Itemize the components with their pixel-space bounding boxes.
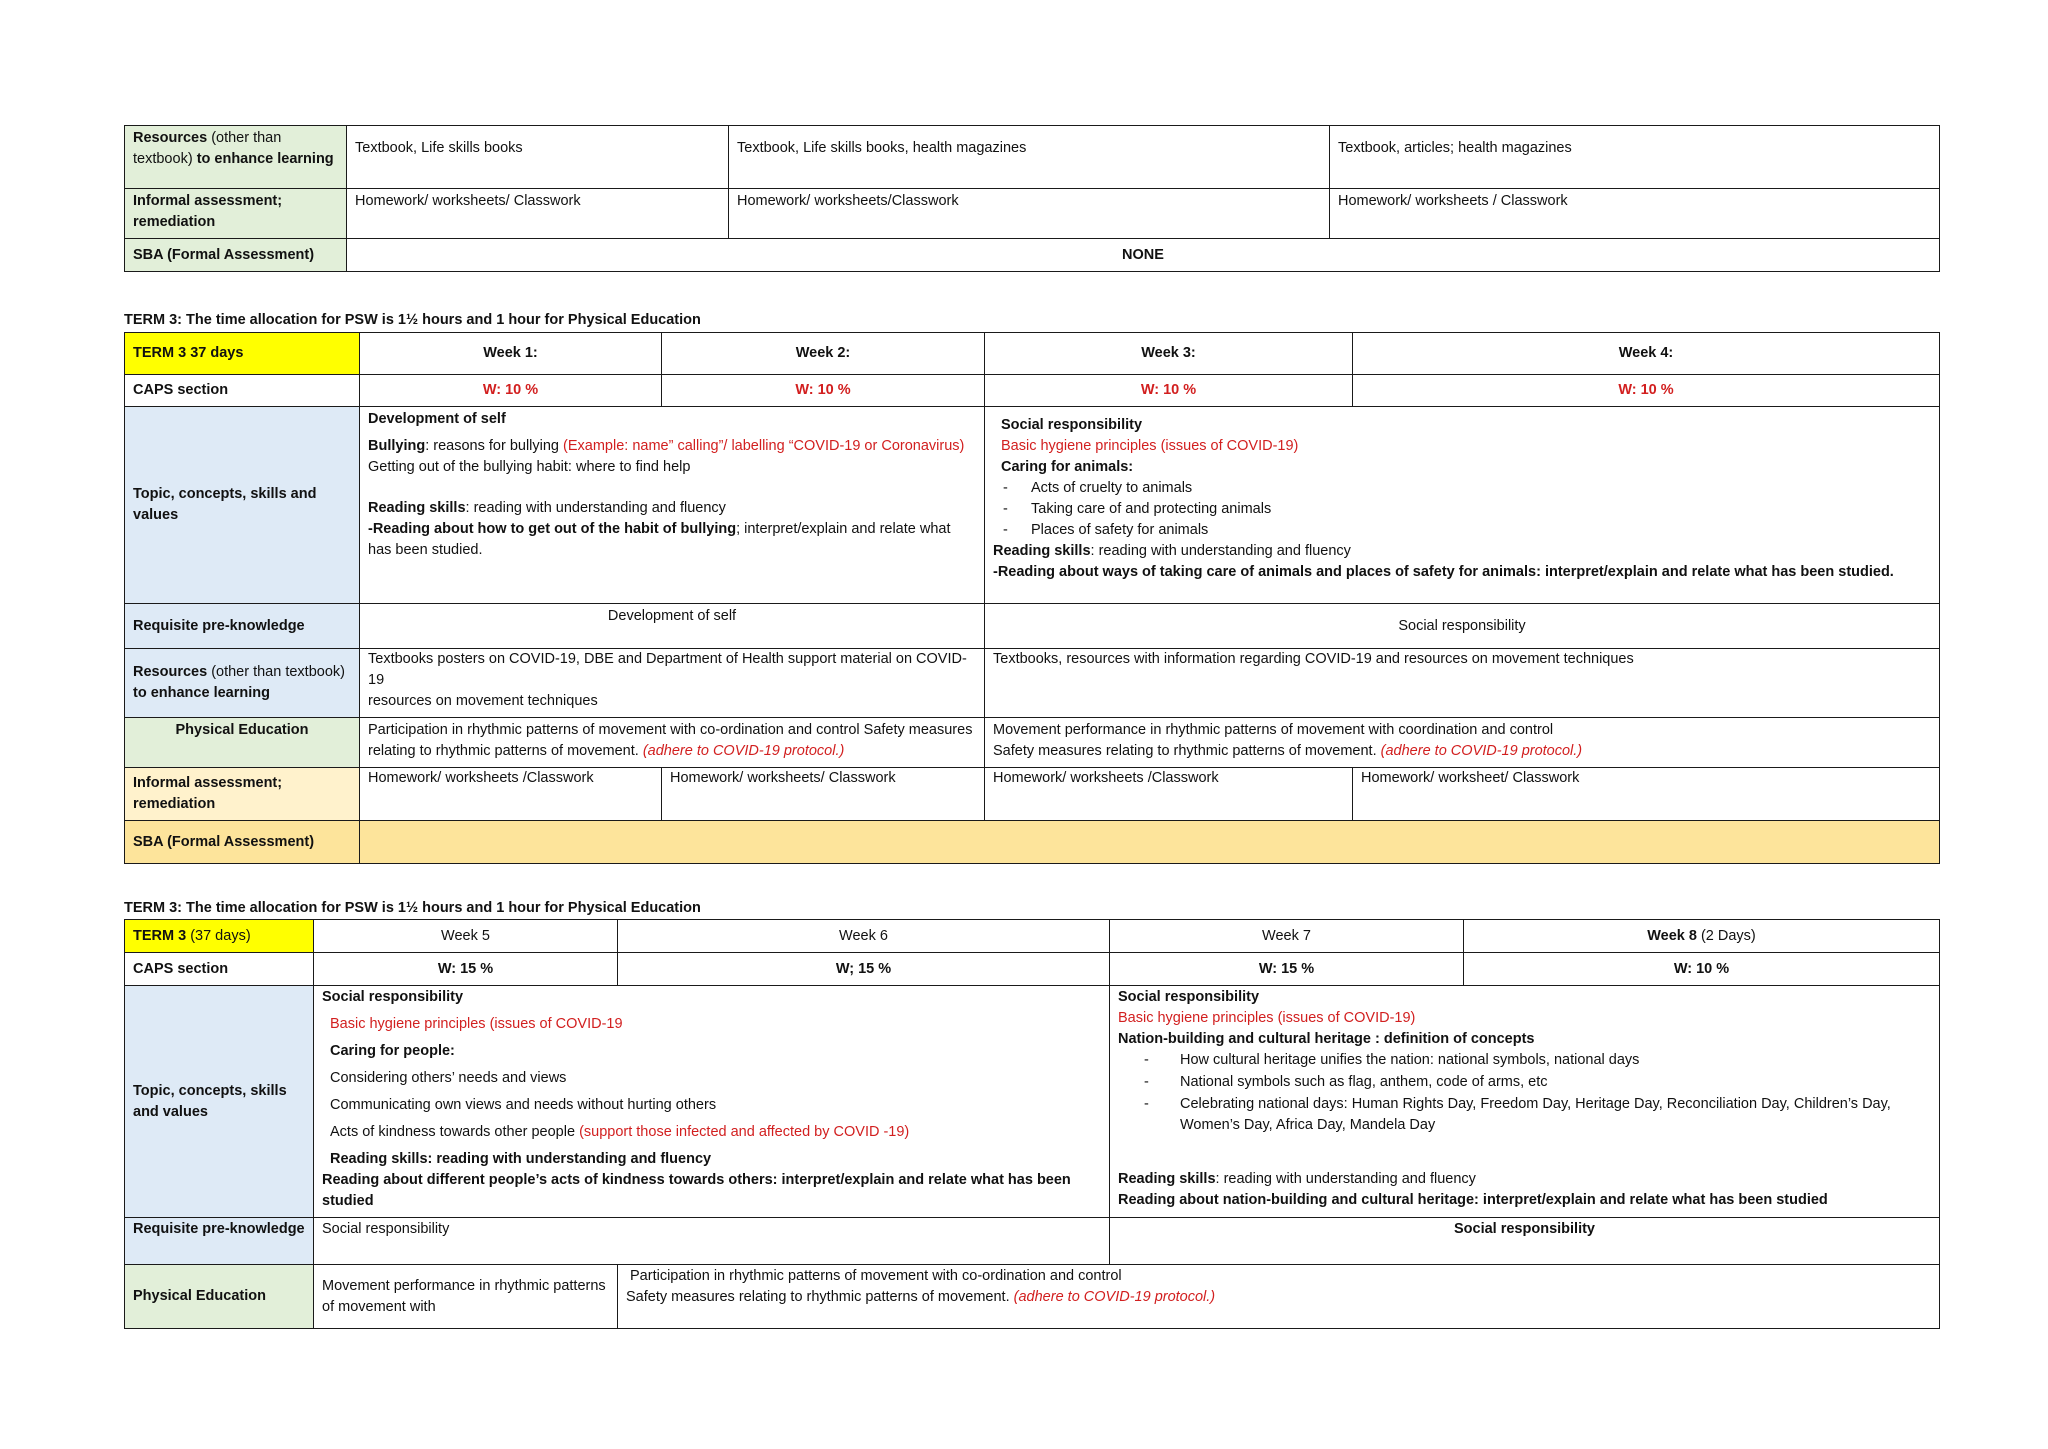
physical-education-label: Physical Education	[125, 718, 360, 768]
informal-week-1: Homework/ worksheets /Classwork	[360, 768, 662, 821]
term-days-label: TERM 3 37 days	[125, 333, 360, 375]
informal-assessment-label: Informal assessment; remediation	[125, 189, 347, 239]
sba-value: NONE	[347, 239, 1940, 272]
resources-label-cell: Resources (other than textbook) to enhance learning	[125, 126, 347, 189]
informal-week-c: Homework/ worksheets / Classwork	[1330, 189, 1940, 239]
week-2-weight: W: 10 %	[662, 375, 985, 407]
informal-week-a: Homework/ worksheets/ Classwork	[347, 189, 729, 239]
topic-label: Topic, concepts, skills and values	[125, 407, 360, 604]
week-8-header: Week 8 (2 Days)	[1464, 920, 1940, 953]
resources-week-a: Textbook, Life skills books	[347, 126, 729, 189]
caps-section-label: CAPS section	[125, 953, 314, 986]
topic-weeks-3-4: Social responsibility Basic hygiene principles (issues of COVID-19) Caring for animals: - Acts of cruelty to animals - Taking care of and protecting animals - Places of safety for animals Reading skills: reading with understanding and fluency -Reading about ways of taking care of animals and places of safety for animals: interpret/explain and relate what has been studied.	[985, 407, 1940, 604]
resources-weeks-1-2: Textbooks posters on COVID-19, DBE and Department of Health support material on COVID-19 resources on movement techniques	[360, 649, 985, 718]
physical-education-label: Physical Education	[125, 1265, 314, 1329]
week-5-weight: W: 15 %	[314, 953, 618, 986]
physical-education-weeks-3-4: Movement performance in rhythmic patterns of movement with coordination and control Safety measures relating to rhythmic patterns of movement. (adhere to COVID-19 protocol.)	[985, 718, 1940, 768]
resources-week-c: Textbook, articles; health magazines	[1330, 126, 1940, 189]
week-3-header: Week 3:	[985, 333, 1353, 375]
week-1-weight: W: 10 %	[360, 375, 662, 407]
physical-education-week-5: Movement performance in rhythmic patterns of movement with	[314, 1265, 618, 1329]
prior-knowledge-weeks-1-2: Development of self	[360, 604, 985, 649]
prior-knowledge-weeks-7-8: Social responsibility	[1110, 1218, 1940, 1265]
week-6-weight: W; 15 %	[618, 953, 1110, 986]
week-1-header: Week 1:	[360, 333, 662, 375]
resources-weeks-3-4: Textbooks, resources with information regarding COVID-19 and resources on movement techniques	[985, 649, 1940, 718]
resources-label-cell: Resources (other than textbook) to enhance learning	[125, 649, 360, 718]
informal-week-b: Homework/ worksheets/Classwork	[729, 189, 1330, 239]
table-caption: TERM 3: The time allocation for PSW is 1½ hours and 1 hour for Physical Education	[124, 900, 701, 916]
term-days-label: TERM 3 (37 days)	[125, 920, 314, 953]
physical-education-weeks-6-8: Participation in rhythmic patterns of movement with co-ordination and control Safety measures relating to rhythmic patterns of movement. (adhere to COVID-19 protocol.)	[618, 1265, 1940, 1329]
resources-week-b: Textbook, Life skills books, health magazines	[729, 126, 1330, 189]
week-7-header: Week 7	[1110, 920, 1464, 953]
topic-weeks-1-2: Development of self Bullying: reasons for bullying (Example: name” calling”/ labelling “COVID-19 or Coronavirus) Getting out of the bullying habit: where to find help Reading skills: reading with understanding and fluency -Reading about how to get out of the habit of bullying; interpret/explain and relate what has been studied.	[360, 407, 985, 604]
informal-assessment-label: Informal assessment; remediation	[125, 768, 360, 821]
informal-week-3: Homework/ worksheets /Classwork	[985, 768, 1353, 821]
term3-weeks-1-4-table	[124, 332, 1940, 864]
informal-week-2: Homework/ worksheets/ Classwork	[662, 768, 985, 821]
term-overview-table-top	[124, 125, 1940, 272]
week-7-weight: W: 15 %	[1110, 953, 1464, 986]
physical-education-weeks-1-2: Participation in rhythmic patterns of movement with co-ordination and control Safety measures relating to rhythmic patterns of movement. (adhere to COVID-19 protocol.)	[360, 718, 985, 768]
table-caption: TERM 3: The time allocation for PSW is 1½ hours and 1 hour for Physical Education	[124, 312, 701, 328]
term3-weeks-5-8-table	[124, 919, 1940, 1329]
caps-section-label: CAPS section	[125, 375, 360, 407]
prior-knowledge-label: Requisite pre-knowledge	[125, 1218, 314, 1265]
week-3-weight: W: 10 %	[985, 375, 1353, 407]
week-4-header: Week 4:	[1353, 333, 1940, 375]
topic-weeks-7-8: Social responsibility Basic hygiene principles (issues of COVID-19) Nation-building and cultural heritage : definition of concepts - How cultural heritage unifies the nation: national symbols, national days - National symbols such as flag, anthem, code of arms, etc - Celebrating national days: Human Rights Day, Freedom Day, Heritage Day, Reconciliation Day, Children’s Day, Women’s Day, Africa Day, Mandela Day Reading skills: reading with understanding and fluency Reading about nation-building and cultural heritage: interpret/explain and relate what has been studied	[1110, 986, 1940, 1218]
week-8-weight: W: 10 %	[1464, 953, 1940, 986]
week-5-header: Week 5	[314, 920, 618, 953]
prior-knowledge-weeks-5-6: Social responsibility	[314, 1218, 1110, 1265]
topic-label: Topic, concepts, skills and values	[125, 986, 314, 1218]
informal-week-4: Homework/ worksheet/ Classwork	[1353, 768, 1940, 821]
week-2-header: Week 2:	[662, 333, 985, 375]
prior-knowledge-label: Requisite pre-knowledge	[125, 604, 360, 649]
sba-label: SBA (Formal Assessment)	[125, 821, 360, 864]
sba-weeks-1-4	[360, 821, 1940, 864]
week-4-weight: W: 10 %	[1353, 375, 1940, 407]
sba-label: SBA (Formal Assessment)	[125, 239, 347, 272]
topic-weeks-5-6: Social responsibility Basic hygiene principles (issues of COVID-19 Caring for people: Considering others’ needs and views Communicating own views and needs without hurting others Acts of kindness towards other people (support those infected and affected by COVID -19) Reading skills: reading with understanding and fluency Reading about different people’s acts of kindness towards others: interpret/explain and relate what has been studied	[314, 986, 1110, 1218]
prior-knowledge-weeks-3-4: Social responsibility	[985, 604, 1940, 649]
week-6-header: Week 6	[618, 920, 1110, 953]
